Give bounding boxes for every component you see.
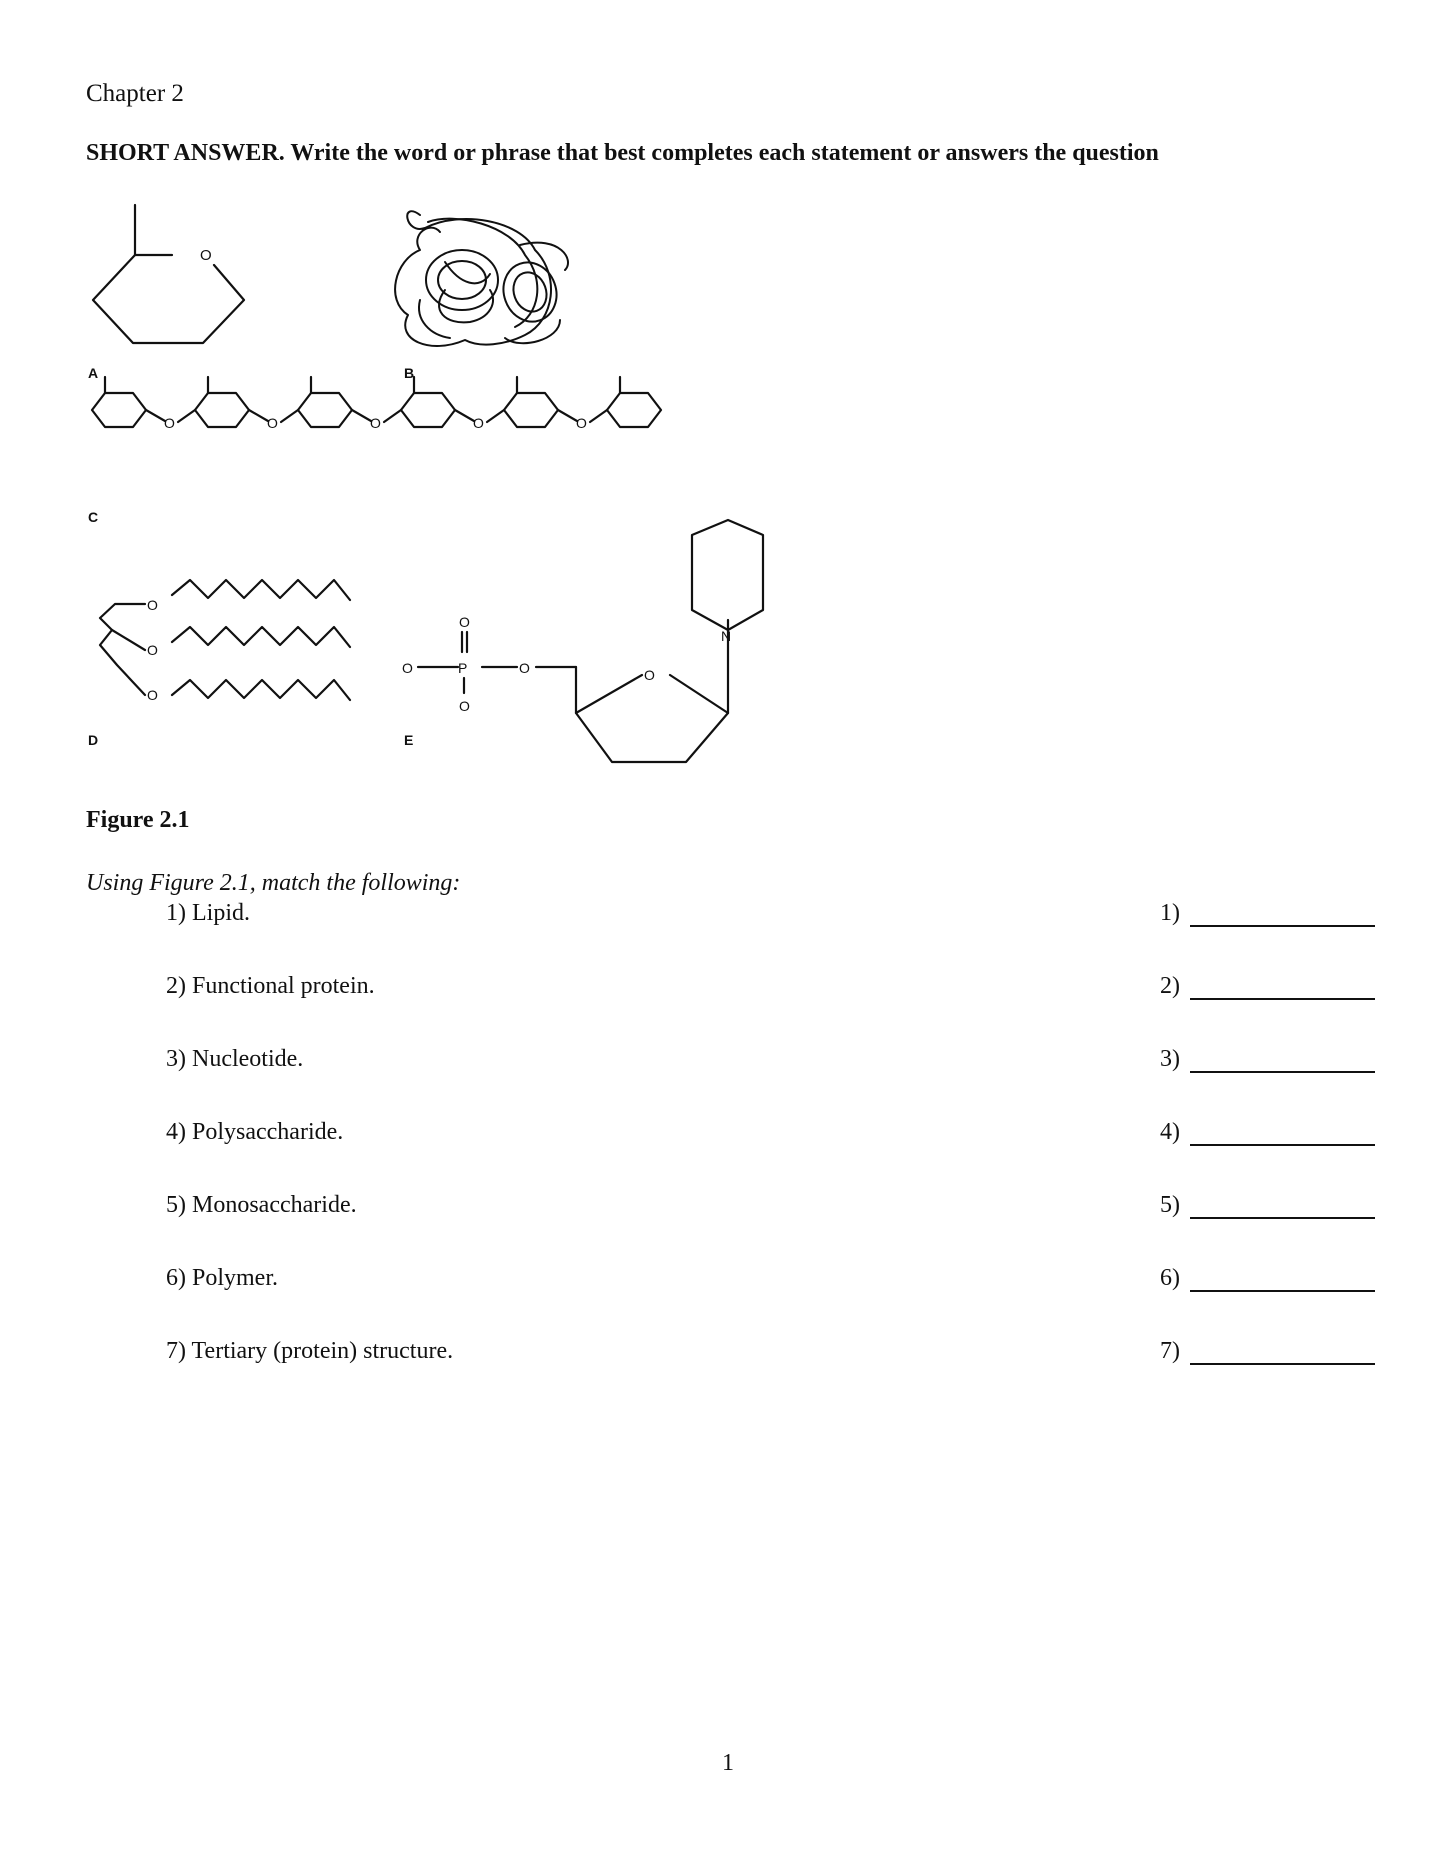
- answer-number: 5): [1160, 1192, 1180, 1218]
- answer-blank[interactable]: [1190, 1047, 1375, 1073]
- answer-blank[interactable]: [1190, 1339, 1375, 1365]
- atom-o-c4: O: [473, 415, 484, 431]
- atom-o-e1: O: [402, 660, 413, 676]
- answer-number: 6): [1160, 1265, 1180, 1291]
- matching-prompt: Using Figure 2.1, match the following:: [86, 870, 461, 896]
- question-text: 6) Polymer.: [166, 1265, 278, 1291]
- answer-slot[interactable]: [1160, 1338, 1375, 1365]
- answer-slot[interactable]: [1160, 973, 1375, 1000]
- answer-blank[interactable]: [1190, 901, 1375, 927]
- answer-number: 2): [1160, 973, 1180, 999]
- atom-n-e: N: [721, 628, 732, 644]
- question-text: 5) Monosaccharide.: [166, 1192, 357, 1218]
- question-text: 7) Tertiary (protein) structure.: [166, 1338, 454, 1364]
- answer-blank[interactable]: [1190, 974, 1375, 1000]
- instructions-heading: SHORT ANSWER. Write the word or phrase that best completes each statement or answers the question: [86, 140, 1159, 166]
- answer-slot[interactable]: [1160, 1119, 1375, 1146]
- atom-o-c1: O: [164, 415, 175, 431]
- answer-number: 4): [1160, 1119, 1180, 1145]
- figure-2-1-diagram: [0, 190, 800, 790]
- panel-label-c: C: [88, 509, 99, 525]
- answer-blank[interactable]: [1190, 1266, 1375, 1292]
- answer-slot[interactable]: [1160, 1265, 1375, 1292]
- atom-o-d3: O: [147, 687, 158, 703]
- atom-o-e3: O: [459, 698, 470, 714]
- panel-label-b: B: [404, 365, 415, 381]
- question-text: 1) Lipid.: [166, 900, 250, 926]
- panel-label-a: A: [88, 365, 99, 381]
- atom-o-c3: O: [370, 415, 381, 431]
- atom-o-e5: O: [644, 667, 655, 683]
- panel-label-e: E: [404, 732, 414, 748]
- page-number: 1: [722, 1750, 734, 1776]
- panel-label-d: D: [88, 732, 99, 748]
- figure-caption: Figure 2.1: [86, 807, 190, 833]
- structure-b-protein: [395, 211, 568, 346]
- chapter-heading: Chapter 2: [86, 80, 184, 107]
- atom-o-e4: O: [519, 660, 530, 676]
- atom-o-d1: O: [147, 597, 158, 613]
- structure-c-polysaccharide: [92, 377, 661, 431]
- answer-slot[interactable]: [1160, 1046, 1375, 1073]
- answer-blank[interactable]: [1190, 1193, 1375, 1219]
- answer-blank[interactable]: [1190, 1120, 1375, 1146]
- question-text: 2) Functional protein.: [166, 973, 375, 999]
- structure-d-lipid: [100, 580, 350, 703]
- answer-number: 3): [1160, 1046, 1180, 1072]
- atom-o-c5: O: [576, 415, 587, 431]
- question-text: 3) Nucleotide.: [166, 1046, 304, 1072]
- atom-o-a: O: [200, 247, 212, 264]
- structure-a-monosaccharide: [93, 205, 244, 343]
- atom-p-e: P: [458, 660, 468, 676]
- atom-o-e2: O: [459, 614, 470, 630]
- structure-e-nucleotide: [402, 520, 763, 762]
- atom-o-d2: O: [147, 642, 158, 658]
- answer-slot[interactable]: [1160, 1192, 1375, 1219]
- question-text: 4) Polysaccharide.: [166, 1119, 344, 1145]
- answer-slot[interactable]: [1160, 900, 1375, 927]
- atom-o-c2: O: [267, 415, 278, 431]
- answer-number: 1): [1160, 900, 1180, 926]
- answer-number: 7): [1160, 1338, 1180, 1364]
